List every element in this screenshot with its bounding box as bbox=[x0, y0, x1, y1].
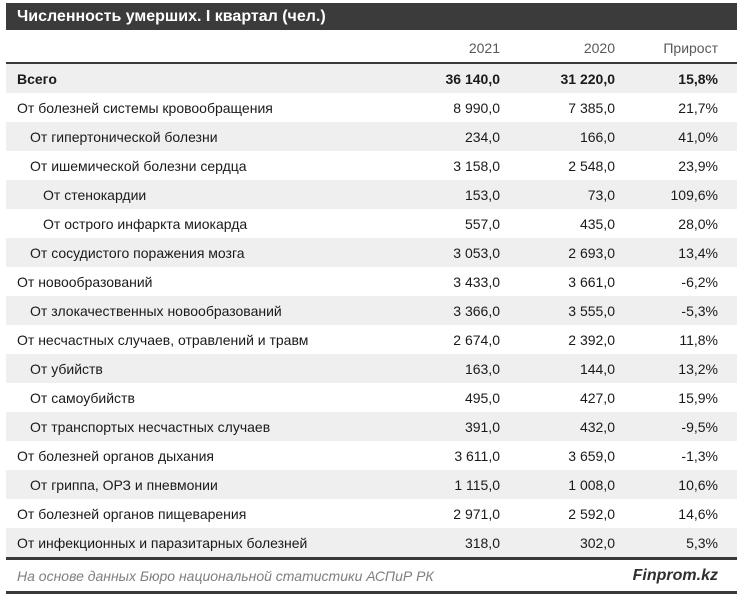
value-growth: 11,8% bbox=[679, 331, 718, 348]
table-row bbox=[6, 528, 737, 557]
value-growth: 13,4% bbox=[678, 244, 718, 261]
column-header-growth: Прирост bbox=[663, 39, 718, 56]
column-header-2020: 2020 bbox=[583, 39, 615, 56]
value-2020: 3 659,0 bbox=[568, 447, 615, 464]
value-2020: 3 555,0 bbox=[568, 302, 615, 319]
value-2021: 153,0 bbox=[464, 186, 500, 203]
value-2020: 7 385,0 bbox=[568, 99, 615, 116]
cause-label: От острого инфаркта миокарда bbox=[43, 215, 248, 232]
value-2020: 73,0 bbox=[587, 186, 615, 203]
value-growth: 28,0% bbox=[678, 215, 718, 232]
value-2021: 36 140,0 bbox=[445, 70, 500, 87]
cause-label: От болезней органов дыхания bbox=[17, 447, 214, 464]
value-2021: 495,0 bbox=[464, 389, 500, 406]
value-growth: -1,3% bbox=[681, 447, 718, 464]
cause-label: От стенокардии bbox=[43, 186, 147, 203]
page-title: Численность умерших. I квартал (чел.) bbox=[17, 8, 326, 25]
value-2020: 432,0 bbox=[579, 418, 615, 435]
value-growth: 10,6% bbox=[678, 476, 718, 493]
cause-label: От гипертонической болезни bbox=[30, 128, 218, 145]
value-2021: 234,0 bbox=[464, 128, 500, 145]
table-row bbox=[6, 470, 737, 499]
cause-label: От несчастных случаев, отравлений и травм bbox=[17, 331, 309, 348]
cause-label: От гриппа, ОРЗ и пневмонии bbox=[30, 476, 218, 493]
value-growth: -5,3% bbox=[681, 302, 718, 319]
brand-logo: Finprom.kz bbox=[632, 566, 718, 584]
cause-label: От болезней системы кровообращения bbox=[17, 99, 273, 116]
table-row bbox=[6, 238, 737, 267]
cause-label: От сосудистого поражения мозга bbox=[30, 244, 245, 261]
cause-label: От болезней органов пищеварения bbox=[17, 505, 247, 522]
value-2021: 2 674,0 bbox=[453, 331, 500, 348]
value-growth: 21,7% bbox=[678, 99, 718, 116]
table-header bbox=[6, 33, 737, 64]
value-2021: 391,0 bbox=[464, 418, 500, 435]
value-2020: 166,0 bbox=[579, 128, 615, 145]
value-2021: 8 990,0 bbox=[453, 99, 500, 116]
value-2020: 1 008,0 bbox=[568, 476, 615, 493]
table-row bbox=[6, 64, 737, 93]
table-row bbox=[6, 354, 737, 383]
cause-label: От транспортых несчастных случаев bbox=[30, 418, 271, 435]
value-2020: 3 661,0 bbox=[568, 273, 615, 290]
value-growth: -6,2% bbox=[681, 273, 718, 290]
table-row bbox=[6, 209, 737, 238]
value-growth: 41,0% bbox=[678, 128, 718, 145]
value-2021: 3 433,0 bbox=[453, 273, 500, 290]
value-2020: 302,0 bbox=[579, 534, 615, 551]
value-growth: 23,9% bbox=[678, 157, 718, 174]
cause-label: От злокачественных новообразований bbox=[30, 302, 282, 319]
cause-label: От инфекционных и паразитарных болезней bbox=[17, 534, 308, 551]
value-growth: 15,9% bbox=[678, 389, 718, 406]
cause-label: От ишемической болезни сердца bbox=[30, 157, 247, 174]
cause-label: От убийств bbox=[30, 360, 103, 377]
value-2020: 2 392,0 bbox=[568, 331, 615, 348]
value-2021: 2 971,0 bbox=[453, 505, 500, 522]
cause-label: Всего bbox=[17, 70, 57, 87]
value-2021: 3 611,0 bbox=[454, 447, 500, 464]
table-row bbox=[6, 441, 737, 470]
table-body bbox=[6, 64, 737, 557]
cause-label: От новообразований bbox=[17, 273, 153, 290]
value-2021: 1 115,0 bbox=[454, 476, 500, 493]
column-header-2021: 2021 bbox=[468, 39, 500, 56]
value-growth: 13,2% bbox=[678, 360, 718, 377]
value-2021: 163,0 bbox=[464, 360, 500, 377]
table-row bbox=[6, 151, 737, 180]
value-2021: 318,0 bbox=[464, 534, 500, 551]
value-2020: 2 592,0 bbox=[568, 505, 615, 522]
value-2020: 144,0 bbox=[579, 360, 615, 377]
table-row bbox=[6, 383, 737, 412]
table-row bbox=[6, 296, 737, 325]
footer bbox=[6, 557, 737, 594]
value-growth: 15,8% bbox=[678, 70, 718, 87]
value-2021: 557,0 bbox=[464, 215, 500, 232]
value-2021: 3 053,0 bbox=[453, 244, 500, 261]
value-2020: 2 693,0 bbox=[568, 244, 615, 261]
source-note: На основе данных Бюро национальной статистики АСПиР РК bbox=[17, 567, 434, 584]
title-bar bbox=[6, 3, 737, 30]
table-row bbox=[6, 180, 737, 209]
table-row bbox=[6, 325, 737, 354]
table-row bbox=[6, 499, 737, 528]
value-growth: 5,3% bbox=[686, 534, 718, 551]
table-row bbox=[6, 412, 737, 441]
value-2020: 2 548,0 bbox=[568, 157, 615, 174]
table-row bbox=[6, 267, 737, 296]
value-2021: 3 158,0 bbox=[453, 157, 500, 174]
table-row bbox=[6, 93, 737, 122]
value-growth: 109,6% bbox=[670, 186, 718, 203]
cause-label: От самоубийств bbox=[30, 389, 135, 406]
table-row bbox=[6, 122, 737, 151]
value-2021: 3 366,0 bbox=[453, 302, 500, 319]
value-growth: 14,6% bbox=[678, 505, 718, 522]
value-2020: 31 220,0 bbox=[560, 70, 615, 87]
value-growth: -9,5% bbox=[681, 418, 718, 435]
value-2020: 427,0 bbox=[579, 389, 615, 406]
value-2020: 435,0 bbox=[579, 215, 615, 232]
